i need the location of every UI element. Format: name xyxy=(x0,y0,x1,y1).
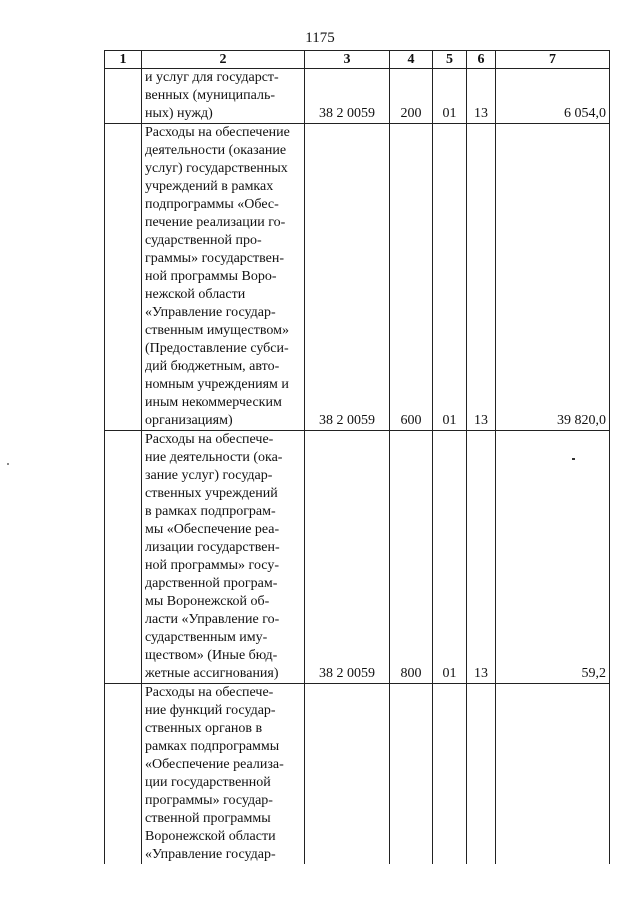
section-cell: 01 xyxy=(433,69,467,124)
description-line: рамках подпрограммы xyxy=(145,739,280,754)
description-line: «Управление государ- xyxy=(145,847,276,862)
header-row xyxy=(105,51,610,69)
description-cell xyxy=(142,124,305,431)
description-line: мы «Обеспечение реа- xyxy=(145,522,280,537)
table-row xyxy=(105,684,610,865)
description-line: подпрограммы «Обес- xyxy=(145,197,279,212)
row-col1-cell xyxy=(105,124,142,431)
row-col1-cell xyxy=(105,684,142,865)
section-cell: 01 xyxy=(433,124,467,431)
budget-table xyxy=(104,50,610,864)
description-line: в рамках подпрограм- xyxy=(145,504,276,519)
amount-cell: 59,2 xyxy=(496,431,610,684)
description-line: «Обеспечение реализа- xyxy=(145,757,284,772)
description-line: (Предоставление субси- xyxy=(145,341,289,356)
description-line: ние деятельности (ока- xyxy=(145,450,283,465)
scan-speck xyxy=(572,458,575,460)
subsection-cell xyxy=(467,684,496,865)
description-line: ственной программы xyxy=(145,811,271,826)
column-header-5: 5 xyxy=(433,51,467,69)
description-line: сударственным иму- xyxy=(145,630,268,645)
description-line: ных) нужд) xyxy=(145,106,213,121)
column-header-3: 3 xyxy=(305,51,390,69)
description-line: номным учреждениям и xyxy=(145,377,289,392)
description-line: жетные ассигнования) xyxy=(145,666,279,681)
section-cell xyxy=(433,684,467,865)
section-cell: 01 xyxy=(433,431,467,684)
description-cell xyxy=(142,431,305,684)
expense-type-cell: 200 xyxy=(390,69,433,124)
description-line: и услуг для государст- xyxy=(145,70,279,85)
row-col1-cell xyxy=(105,69,142,124)
page-number: 1175 xyxy=(305,30,335,46)
description-line: программы» государ- xyxy=(145,793,273,808)
table-row xyxy=(105,431,610,684)
description-line: Воронежской области xyxy=(145,829,276,844)
expense-type-cell xyxy=(390,684,433,865)
description-line: деятельности (оказание xyxy=(145,143,287,158)
column-header-4: 4 xyxy=(390,51,433,69)
description-line: Расходы на обеспече- xyxy=(145,685,274,700)
description-line: ственным имуществом» xyxy=(145,323,289,338)
description-line: «Управление государ- xyxy=(145,305,276,320)
code-cell: 38 2 0059 xyxy=(305,69,390,124)
table-body xyxy=(105,69,610,865)
description-line: лизации государствен- xyxy=(145,540,280,555)
subsection-cell: 13 xyxy=(467,69,496,124)
row-col1-cell xyxy=(105,431,142,684)
amount-cell: 6 054,0 xyxy=(496,69,610,124)
description-line: печение реализации го- xyxy=(145,215,286,230)
column-header-2: 2 xyxy=(142,51,305,69)
table-header xyxy=(105,51,610,69)
description-line: ственных учреждений xyxy=(145,486,278,501)
description-line: иным некоммерческим xyxy=(145,395,282,410)
table-row xyxy=(105,124,610,431)
description-line: организациям) xyxy=(145,413,233,428)
description-line: учреждений в рамках xyxy=(145,179,274,194)
description-line: ственных органов в xyxy=(145,721,263,736)
code-cell xyxy=(305,684,390,865)
subsection-cell: 13 xyxy=(467,431,496,684)
code-cell: 38 2 0059 xyxy=(305,431,390,684)
description-line: ции государственной xyxy=(145,775,271,790)
description-line: венных (муниципаль- xyxy=(145,88,275,103)
description-line: нежской области xyxy=(145,287,246,302)
description-cell xyxy=(142,684,305,865)
column-header-1: 1 xyxy=(105,51,142,69)
description-line: дий бюджетным, авто- xyxy=(145,359,280,374)
subsection-cell: 13 xyxy=(467,124,496,431)
column-header-6: 6 xyxy=(467,51,496,69)
description-line: сударственной про- xyxy=(145,233,262,248)
table-row xyxy=(105,69,610,124)
amount-cell: 39 820,0 xyxy=(496,124,610,431)
column-header-7: 7 xyxy=(496,51,610,69)
description-line: услуг) государственных xyxy=(145,161,288,176)
description-line: ной программы» госу- xyxy=(145,558,279,573)
amount-cell xyxy=(496,684,610,865)
description-line: ществом» (Иные бюд- xyxy=(145,648,278,663)
description-line: мы Воронежской об- xyxy=(145,594,270,609)
description-line: дарственной програм- xyxy=(145,576,278,591)
description-line: зание услуг) государ- xyxy=(145,468,273,483)
description-line: ласти «Управление го- xyxy=(145,612,280,627)
description-line: Расходы на обеспечение xyxy=(145,125,290,140)
expense-type-cell: 800 xyxy=(390,431,433,684)
description-line: Расходы на обеспече- xyxy=(145,432,274,447)
expense-type-cell: 600 xyxy=(390,124,433,431)
description-cell xyxy=(142,69,305,124)
scan-speck xyxy=(7,463,9,465)
code-cell: 38 2 0059 xyxy=(305,124,390,431)
description-line: граммы» государствен- xyxy=(145,251,285,266)
description-line: ние функций государ- xyxy=(145,703,276,718)
description-line: ной программы Воро- xyxy=(145,269,277,284)
